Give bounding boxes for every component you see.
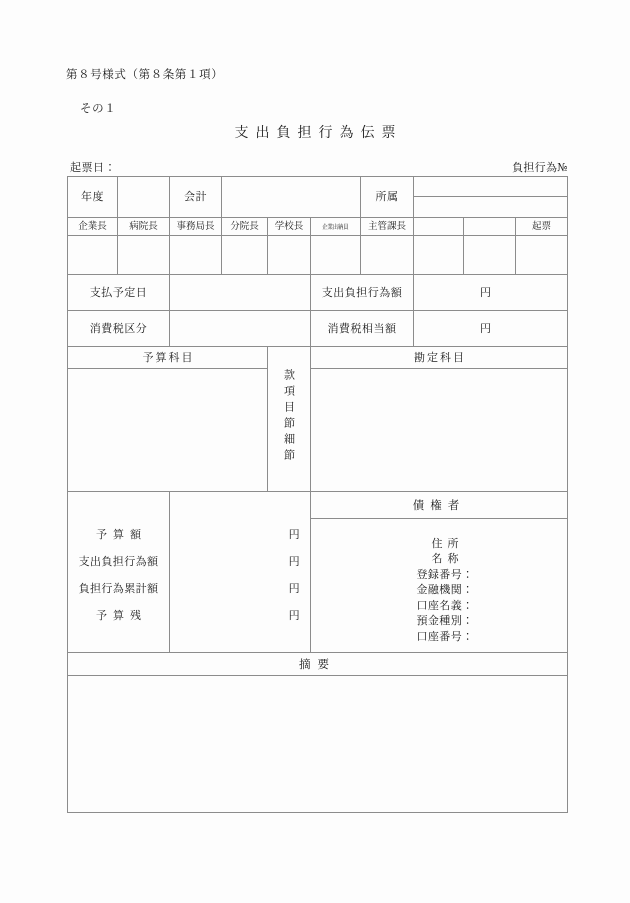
payment-date-value[interactable] xyxy=(170,275,311,311)
account-value[interactable] xyxy=(222,177,361,218)
stamp-box-5[interactable] xyxy=(311,236,361,275)
creditor-cell xyxy=(311,492,568,653)
expenditure-amount-unit[interactable]: 円 xyxy=(414,275,568,311)
amount-value-column[interactable] xyxy=(170,492,311,653)
notes-value[interactable] xyxy=(68,676,568,813)
stamp-box-1[interactable] xyxy=(118,236,170,275)
approval-stamp-body-row xyxy=(68,236,568,275)
creditor-fields-cell[interactable] xyxy=(311,519,567,653)
fiscal-year-value[interactable] xyxy=(118,177,170,218)
affiliation-value-bottom[interactable] xyxy=(414,197,567,217)
stamp-label-3: 分院長 xyxy=(222,218,268,236)
amount-label-0: 予算額 xyxy=(96,528,147,541)
amount-creditor-row xyxy=(68,492,568,653)
payment-row-0 xyxy=(68,275,568,311)
affiliation-label: 所属 xyxy=(361,177,414,218)
approval-stamp-header-row xyxy=(68,218,568,236)
subject-levels-cell xyxy=(268,347,311,492)
budget-subject-label: 予算科目 xyxy=(68,347,268,369)
form-subnumber: その１ xyxy=(80,101,117,115)
stamp-label-5-text: 企業出納員 xyxy=(322,223,349,231)
creditor-table xyxy=(311,492,567,652)
stamp-label-9: 起票 xyxy=(516,218,568,236)
amount-label-list xyxy=(68,521,169,629)
creditor-heading-row xyxy=(311,492,567,519)
page-title: 支出負担行為伝票 xyxy=(234,125,403,141)
notes-body-row xyxy=(68,676,568,813)
amount-label-1: 支出負担行為額 xyxy=(78,555,159,568)
amount-unit-2: 円 xyxy=(288,582,300,595)
account-subject-value[interactable] xyxy=(311,369,568,492)
stamp-box-6[interactable] xyxy=(361,236,414,275)
stamp-label-4: 学校長 xyxy=(268,218,311,236)
stamp-box-8[interactable] xyxy=(464,236,516,275)
affiliation-value-top[interactable] xyxy=(414,177,567,197)
stamp-box-4[interactable] xyxy=(268,236,311,275)
creditor-field-account-number: 口座番号： xyxy=(416,629,474,643)
creditor-field-address: 住所 xyxy=(431,537,464,551)
stamp-label-2: 事務局長 xyxy=(170,218,222,236)
stamp-box-0[interactable] xyxy=(68,236,118,275)
form-number: 第８号様式（第８条第１項） xyxy=(66,67,224,81)
subject-levels-text: 款項目節細節 xyxy=(282,369,296,466)
stamp-box-7[interactable] xyxy=(414,236,464,275)
amount-unit-list xyxy=(170,521,310,629)
affiliation-value-cell xyxy=(414,177,568,218)
stamp-label-6: 主管課長 xyxy=(361,218,414,236)
payment-row-1 xyxy=(68,311,568,347)
tax-category-value[interactable] xyxy=(170,311,311,347)
issue-date-label: 起票日： xyxy=(70,161,116,174)
tax-amount-unit[interactable]: 円 xyxy=(414,311,568,347)
liability-number-label: 負担行為№ xyxy=(512,161,568,174)
stamp-label-8 xyxy=(464,218,516,236)
stamp-label-7 xyxy=(414,218,464,236)
expenditure-amount-label: 支出負担行為額 xyxy=(311,275,414,311)
budget-subject-value[interactable] xyxy=(68,369,268,492)
creditor-fields-row xyxy=(311,519,567,653)
stamp-box-9[interactable] xyxy=(516,236,568,275)
amount-label-column xyxy=(68,492,170,653)
payment-date-label: 支払予定日 xyxy=(68,275,170,311)
creditor-field-account-holder: 口座名義： xyxy=(416,598,474,612)
account-label: 会計 xyxy=(170,177,222,218)
amount-unit-3: 円 xyxy=(288,609,300,622)
creditor-field-deposit-type: 預金種別： xyxy=(416,614,474,628)
amount-unit-0: 円 xyxy=(288,528,300,541)
notes-header-row xyxy=(68,653,568,676)
creditor-field-registration-number: 登録番号： xyxy=(416,567,474,581)
creditor-field-list xyxy=(323,536,567,644)
creditor-field-bank: 金融機関： xyxy=(416,583,474,597)
tax-amount-label: 消費税相当額 xyxy=(311,311,414,347)
stamp-label-1: 病院長 xyxy=(118,218,170,236)
creditor-field-name: 名称 xyxy=(431,552,464,566)
stamp-box-3[interactable] xyxy=(222,236,268,275)
notes-heading: 摘要 xyxy=(68,653,568,676)
subject-header-row xyxy=(68,347,568,369)
amount-unit-1: 円 xyxy=(288,555,300,568)
stamp-box-2[interactable] xyxy=(170,236,222,275)
amount-label-2: 負担行為累計額 xyxy=(78,582,159,595)
creditor-heading: 債権者 xyxy=(311,492,567,519)
stamp-label-0: 企業長 xyxy=(68,218,118,236)
fiscal-year-label: 年度 xyxy=(68,177,118,218)
account-subject-label: 勘定科目 xyxy=(311,347,568,369)
tax-category-label: 消費税区分 xyxy=(68,311,170,347)
header-row xyxy=(68,177,568,218)
subject-body-row xyxy=(68,369,568,492)
stamp-label-5 xyxy=(311,218,361,236)
amount-label-3: 予算残 xyxy=(96,609,147,622)
main-form-table xyxy=(67,176,568,813)
